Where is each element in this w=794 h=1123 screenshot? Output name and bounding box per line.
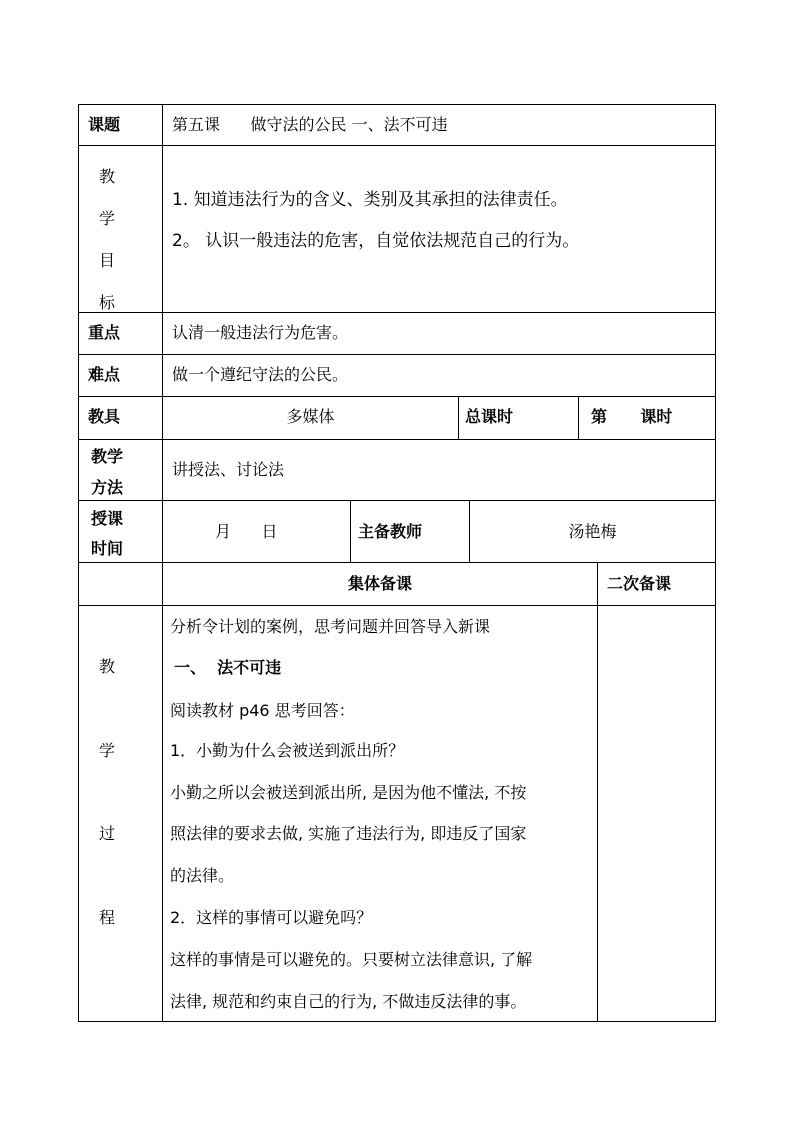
row-divider: [78, 439, 716, 440]
process-label-char: 学: [99, 741, 116, 760]
secondary-prep-divider: [597, 562, 598, 1021]
methods-label-line: 方法: [91, 478, 124, 497]
process-line: 法律, 规范和约束自己的行为, 不做违反法律的事。: [170, 992, 527, 1011]
label-column-divider: [162, 104, 163, 1022]
row-divider: [78, 605, 716, 606]
secondary-prep-header: 二次备课: [607, 574, 672, 593]
objective-item: 2。 认识一般违法的危害，自觉依法规范自己的行为。: [172, 231, 580, 251]
process-line: 阅读教材 p46 思考回答：: [170, 701, 355, 720]
difficulty-value: 做一个遵纪守法的公民。: [172, 365, 349, 384]
cell-divider: [578, 396, 579, 439]
key-point-label: 重点: [88, 323, 121, 342]
row-divider: [78, 354, 716, 355]
tools-label: 教具: [88, 407, 121, 426]
key-point-value: 认清一般违法行为危害。: [172, 323, 349, 342]
lead-teacher-label: 主备教师: [358, 522, 423, 541]
date-value: 月 日: [215, 522, 278, 541]
cell-divider: [458, 396, 459, 439]
lead-teacher-value: 汤艳梅: [568, 522, 617, 541]
row-divider: [78, 145, 716, 146]
process-line: 这样的事情是可以避免的。只要树立法律意识, 了解: [170, 950, 533, 969]
collective-prep-header: 集体备课: [347, 574, 412, 593]
objectives-label-char: 学: [98, 209, 115, 228]
lesson-plan-table: [78, 104, 716, 1022]
topic-value: 第五课 做守法的公民 一、法不可违: [172, 115, 448, 134]
objectives-label-char: 教: [98, 167, 115, 186]
process-label-char: 教: [99, 657, 116, 676]
process-line: 一、 法不可违: [174, 658, 282, 677]
objectives-label-char: 目: [98, 251, 115, 270]
total-hours-label: 总课时: [465, 407, 514, 426]
process-label-char: 过: [99, 824, 116, 843]
lesson-number-label: 第 课时: [591, 407, 673, 426]
process-label-char: 程: [99, 908, 116, 927]
objectives-label: [78, 156, 136, 324]
time-label-line: 授课: [91, 509, 124, 528]
border-bottom: [78, 1021, 716, 1022]
process-line: 2．这样的事情可以避免吗？: [170, 908, 373, 927]
difficulty-label: 难点: [88, 365, 121, 384]
time-label-line: 时间: [91, 539, 124, 558]
tools-value: 多媒体: [286, 407, 335, 426]
row-divider: [78, 396, 716, 397]
border-right: [715, 104, 716, 1022]
border-top: [78, 104, 716, 105]
process-line: 分析令计划的案例，思考问题并回答导入新课: [170, 617, 491, 636]
methods-label-line: 教学: [91, 447, 124, 466]
objectives-label-char: 标: [98, 293, 115, 312]
row-divider: [78, 500, 716, 501]
process-line: 的法律。: [170, 866, 235, 885]
process-line: 1．小勤为什么会被送到派出所？: [170, 741, 405, 760]
process-line: 照法律的要求去做, 实施了违法行为, 即违反了国家: [170, 824, 527, 843]
row-divider: [78, 312, 716, 313]
methods-value: 讲授法、讨论法: [172, 460, 285, 479]
topic-label: 课题: [88, 115, 121, 134]
cell-divider: [350, 500, 351, 562]
row-divider: [78, 562, 716, 563]
objective-item: 1. 知道违法行为的含义、类别及其承担的法律责任。: [172, 190, 568, 210]
process-line: 小勤之所以会被送到派出所, 是因为他不懂法, 不按: [170, 783, 527, 802]
